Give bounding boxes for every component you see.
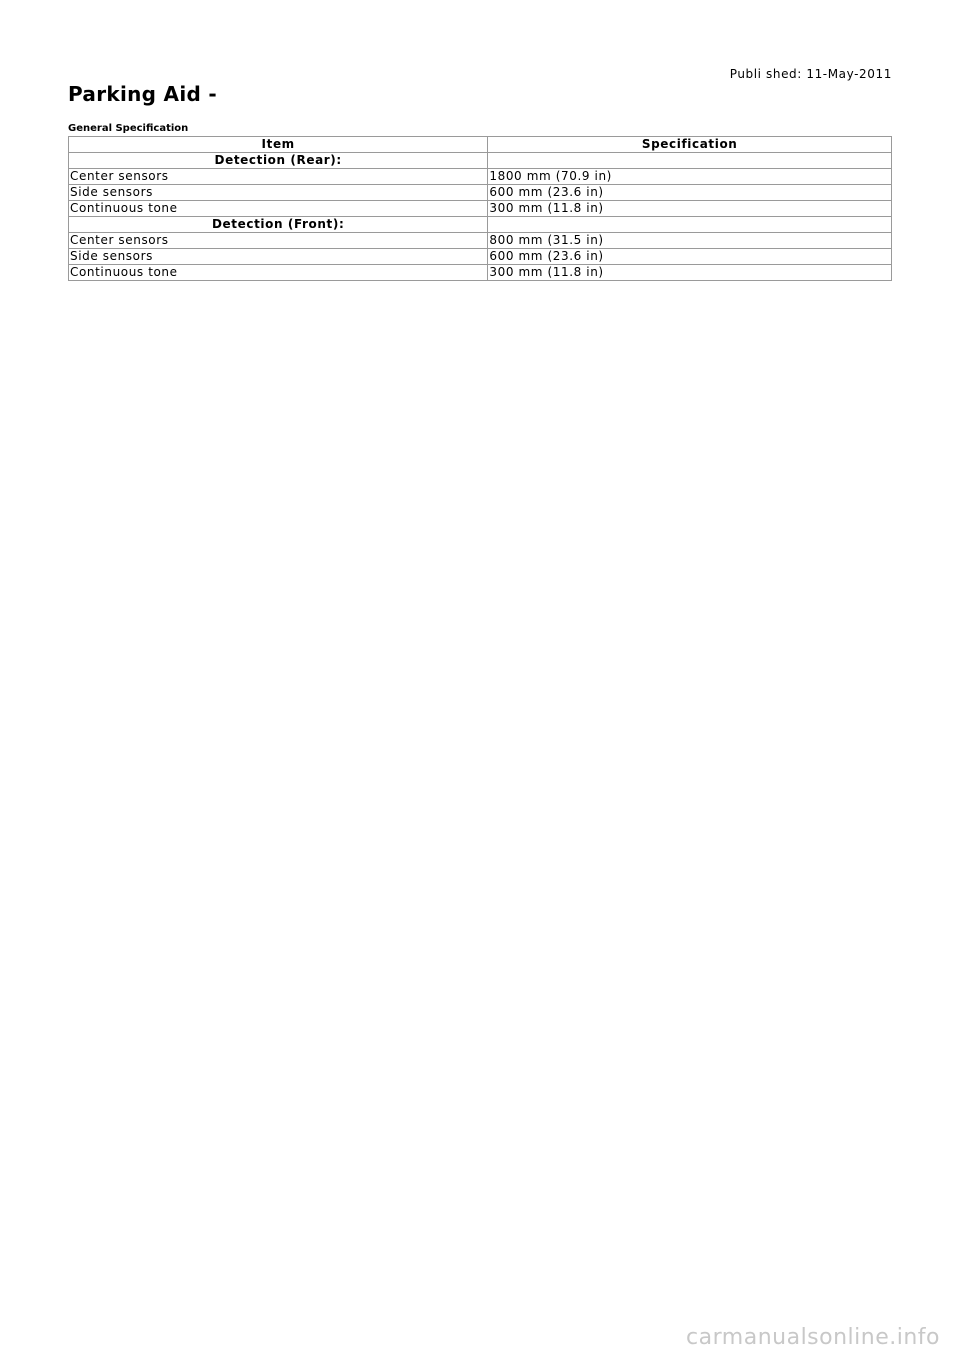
column-header-specification: Specification: [488, 137, 892, 153]
section-title: General Specification: [68, 123, 189, 134]
table-row-group-front: [69, 217, 892, 233]
table-cell-item: Side sensors: [69, 185, 488, 201]
watermark-text: carmanualsonline.info: [686, 1325, 940, 1350]
table-header-row: [69, 137, 892, 153]
table-cell-item: Center sensors: [69, 169, 488, 185]
table-row-group-rear: [69, 153, 892, 169]
table-row: [69, 265, 892, 281]
table-row: [69, 169, 892, 185]
table-row: [69, 233, 892, 249]
table-cell-spec: 1800 mm (70.9 in): [488, 169, 892, 185]
table-row: [69, 249, 892, 265]
table-cell-item: Side sensors: [69, 249, 488, 265]
table-cell-item: Continuous tone: [69, 265, 488, 281]
page-title: Parking Aid -: [68, 82, 217, 106]
group-label: Detection (Front):: [69, 217, 488, 233]
table-row: [69, 185, 892, 201]
table-cell-spec: 600 mm (23.6 in): [488, 185, 892, 201]
table-cell-spec: [488, 217, 892, 233]
table-row: [69, 201, 892, 217]
table-cell-spec: 800 mm (31.5 in): [488, 233, 892, 249]
table-cell-spec: 300 mm (11.8 in): [488, 201, 892, 217]
published-date: Publi shed: 11-May-2011: [729, 67, 892, 81]
table-cell-spec: 300 mm (11.8 in): [488, 265, 892, 281]
specification-table: [68, 136, 892, 281]
table-cell-item: Center sensors: [69, 233, 488, 249]
table-cell-spec: 600 mm (23.6 in): [488, 249, 892, 265]
table-cell-item: Continuous tone: [69, 201, 488, 217]
table-cell-spec: [488, 153, 892, 169]
group-label: Detection (Rear):: [69, 153, 488, 169]
column-header-item: Item: [69, 137, 488, 153]
